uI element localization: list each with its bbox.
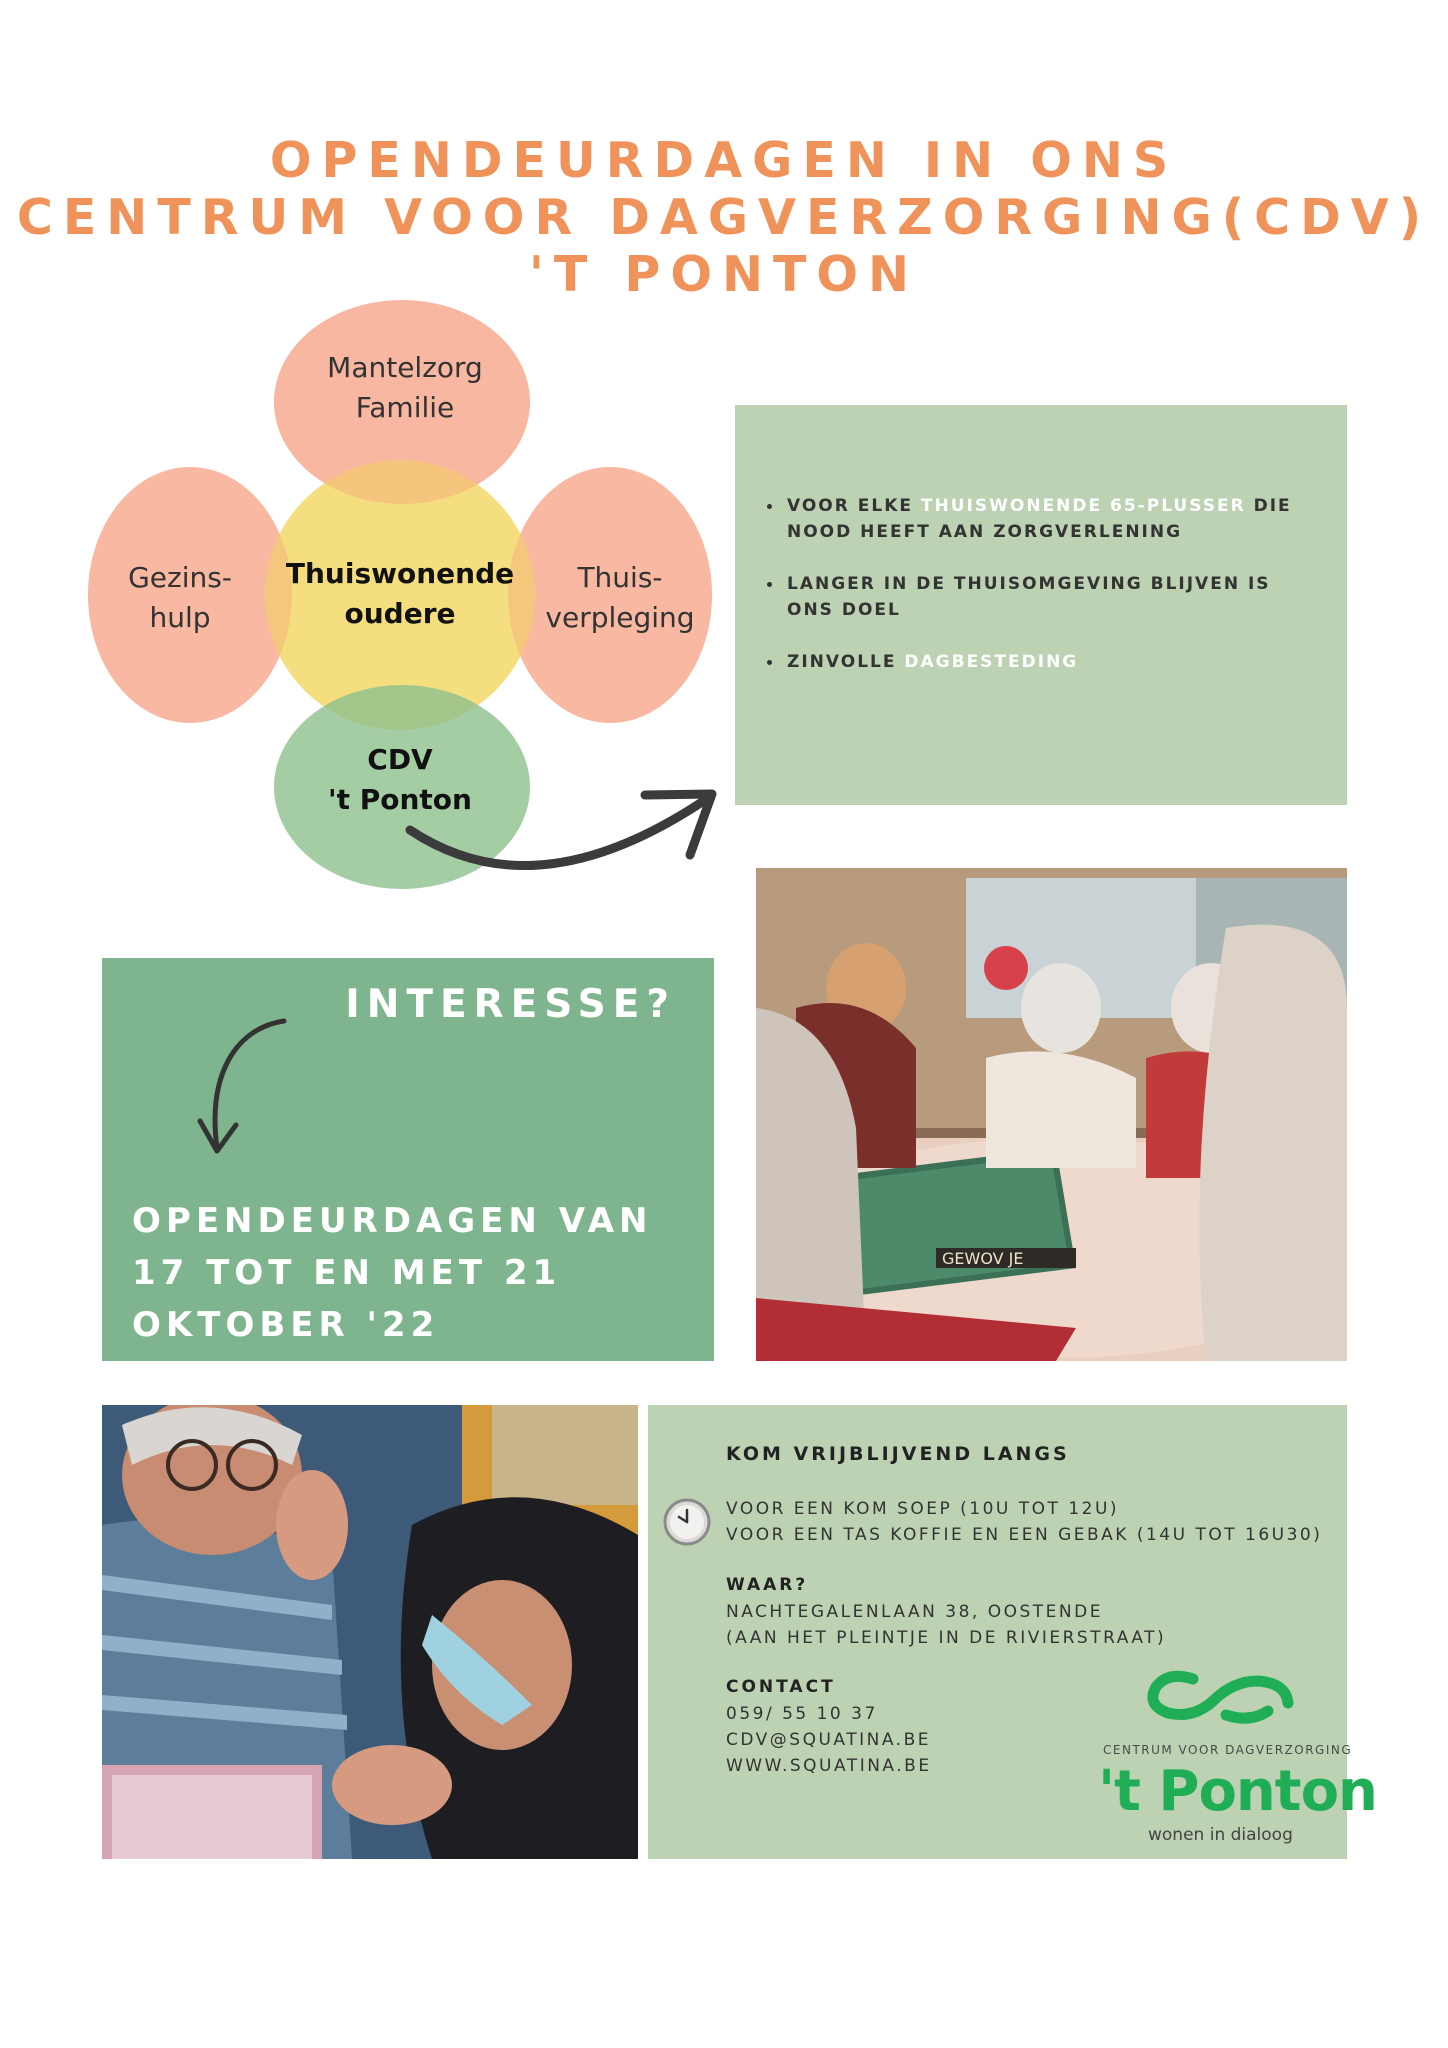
curved-arrow-down-icon	[192, 1013, 292, 1163]
title-line-1: OPENDEURDAGEN IN ONS	[269, 132, 1179, 189]
logo-subtitle: CENTRUM VOOR DAGVERZORGING	[1103, 1743, 1353, 1757]
photo-scrabble-game	[756, 868, 1347, 1361]
venn-label-right: Thuis- verpleging	[545, 561, 695, 634]
venn-diagram	[0, 290, 760, 910]
coffee-time: VOOR EEN TAS KOFFIE EN EEN GEBAK (14U TOT 16U30)	[726, 1525, 1323, 1545]
interest-box	[102, 958, 714, 1361]
contact-email: CDV@SQUATINA.BE	[726, 1730, 931, 1750]
address-line-1: NACHTEGALENLAAN 38, OOSTENDE	[726, 1602, 1103, 1622]
ponton-logo-mark-icon	[1138, 1667, 1298, 1727]
venn-label-center: Thuiswonende oudere	[285, 557, 515, 630]
title-line-3: 'T PONTON	[528, 246, 920, 303]
venn-label-left: Gezins- hulp	[128, 561, 232, 634]
info-bullets	[735, 405, 1347, 675]
interest-title: INTERESSE?	[345, 982, 676, 1027]
scrabble-word: GEWOV JE	[942, 1249, 1024, 1268]
venn-label-top: Mantelzorg Familie	[327, 351, 483, 424]
page-title	[0, 132, 1448, 303]
contact-phone: 059/ 55 10 37	[726, 1704, 878, 1724]
soup-time: VOOR EEN KOM SOEP (10U TOT 12U)	[726, 1499, 1120, 1519]
photo-caregiver-hands	[102, 1405, 638, 1859]
logo-name: 't Ponton	[1098, 1759, 1377, 1824]
contact-website: WWW.SQUATINA.BE	[726, 1756, 932, 1776]
clock-icon	[662, 1497, 712, 1547]
visit-heading: KOM VRIJBLIJVEND LANGS	[726, 1443, 1070, 1465]
open-days-text: OPENDEURDAGEN VAN 17 TOT EN MET 21 OKTOBER '22	[132, 1201, 653, 1345]
info-box	[735, 405, 1347, 805]
where-label: WAAR?	[726, 1575, 809, 1595]
title-line-2: CENTRUM VOOR DAGVERZORGING(CDV)	[16, 189, 1432, 246]
contact-label: CONTACT	[726, 1677, 836, 1697]
info-bullet-2: LANGER IN DE THUISOMGEVING BLIJVEN IS ONS DOEL	[767, 571, 1317, 623]
contact-box	[648, 1405, 1377, 1859]
address-line-2: (AAN HET PLEINTJE IN DE RIVIERSTRAAT)	[726, 1628, 1167, 1648]
info-bullet-1: VOOR ELKE THUISWONENDE 65-PLUSSER DIE NOOD HEEFT AAN ZORGVERLENING	[767, 493, 1317, 545]
venn-label-bottom: CDV 't Ponton	[328, 743, 472, 816]
logo-tagline: wonen in dialoog	[1148, 1825, 1293, 1845]
info-bullet-3: ZINVOLLE DAGBESTEDING	[767, 649, 1317, 675]
